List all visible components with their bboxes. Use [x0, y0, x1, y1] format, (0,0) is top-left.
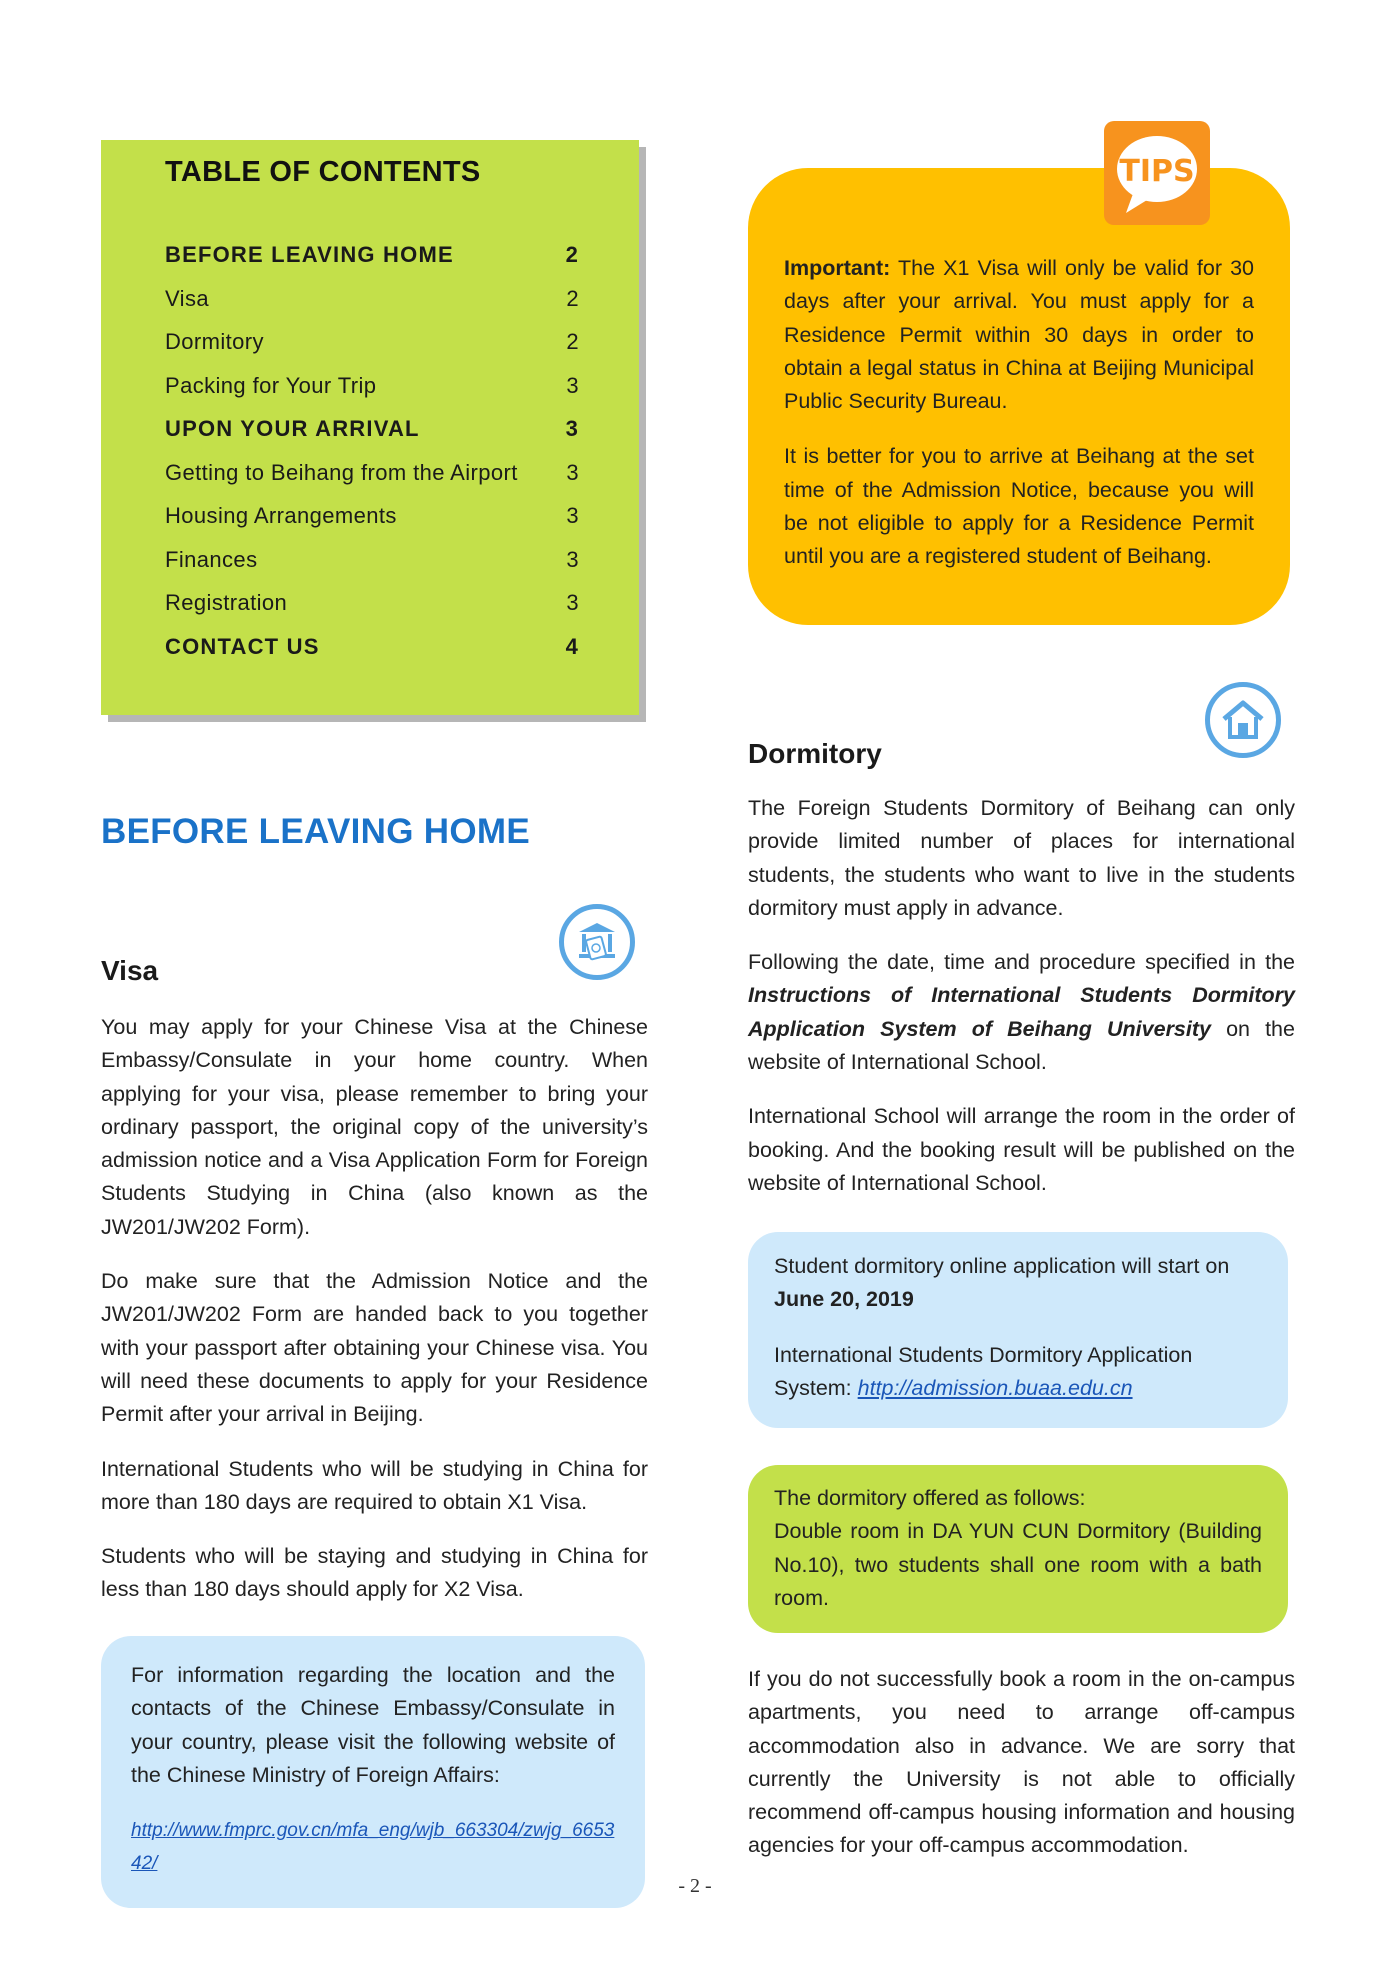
toc-item[interactable]: [165, 538, 579, 582]
admission-link[interactable]: http://admission.buaa.edu.cn: [857, 1375, 1133, 1400]
toc-item-page: 3: [565, 416, 579, 441]
toc-list: [165, 233, 579, 668]
tips-paragraph-1: [784, 252, 1254, 418]
visa-text: [101, 1011, 648, 1628]
fmprc-link[interactable]: http://www.fmprc.gov.cn/mfa_eng/wjb_663304/zwjg_665342/: [131, 1820, 615, 1875]
toc-item[interactable]: [165, 233, 579, 277]
embassy-icon: [559, 904, 635, 980]
application-start-date: June 20, 2019: [774, 1287, 914, 1312]
dormitory-paragraph-3: International School will arrange the room in the order of booking. And the booking result will be published on the website of International School.: [748, 1104, 1295, 1195]
page-number: - 2 -: [678, 1875, 712, 1897]
toc-item-page: 4: [565, 633, 579, 659]
visa-paragraph-2: Do make sure that the Admission Notice and the JW201/JW202 Form are handed back to you together with your passport after obtaining your Chinese visa. You will need these documents to apply for your Residence Permit after your arrival in Beijing.: [101, 1269, 648, 1427]
tips-box: [748, 168, 1290, 625]
toc-item-page: 2: [565, 242, 579, 267]
toc-item-label: Dormitory: [165, 329, 264, 354]
visa-paragraph-4: Students who will be staying and studying in China for less than 180 days should apply for X2 Visa.: [101, 1544, 648, 1602]
info-box-text: For information regarding the location and the contacts of the Chinese Embassy/Consulate in your country, please visit the following website of the Chinese Ministry of Foreign Affairs:: [131, 1663, 615, 1787]
important-label: Important:: [784, 256, 891, 280]
toc-item[interactable]: [165, 451, 579, 495]
toc-item[interactable]: [165, 625, 579, 669]
toc-item[interactable]: [165, 407, 579, 451]
toc-item-label: CONTACT US: [165, 633, 320, 659]
dormitory-application-box: [748, 1232, 1288, 1428]
offer-intro: The dormitory offered as follows:: [774, 1486, 1086, 1510]
application-system-label: International Students Dormitory Application System:: [774, 1342, 1193, 1400]
dormitory-p2-after: on the website of International School.: [748, 1016, 1295, 1075]
visa-paragraph-3: International Students who will be studying in China for more than 180 days are required to obtain X1 Visa.: [101, 1456, 648, 1514]
toc-item[interactable]: [165, 320, 579, 364]
toc-item-label: Getting to Beihang from the Airport: [165, 459, 518, 485]
toc-item-label: BEFORE LEAVING HOME: [165, 242, 454, 267]
dormitory-paragraph-4: If you do not successfully book a room in the on-campus apartments, you need to arrange off-campus accommodation also in advance. We are sorry that currently the University is not able to officially recommend off-campus housing information and housing agencies for your off-campus accommodation.: [748, 1667, 1295, 1858]
toc-item-label: UPON YOUR ARRIVAL: [165, 416, 420, 441]
visa-heading: Visa: [101, 955, 159, 986]
dormitory-offer-box: [748, 1465, 1288, 1633]
tips-text-1: The X1 Visa will only be valid for 30 days after your arrival. You must apply for a Residence Permit within 30 days in order to obtain a legal status in China at Beijing Municipal Public Security Bureau.: [784, 256, 1254, 414]
tips-icon: [1104, 121, 1210, 225]
section-title-before-leaving-home: BEFORE LEAVING HOME: [101, 812, 530, 851]
visa-paragraph-1: You may apply for your Chinese Visa at the Chinese Embassy/Consulate in your home country. When applying for your visa, please remember to bring your ordinary passport, the original copy of the university’s admission notice and a Visa Application Form for Foreign Students Studying in China (also known as the JW201/JW202 Form).: [101, 1015, 648, 1239]
toc-item[interactable]: [165, 364, 579, 408]
toc-item-label: Visa: [165, 285, 209, 311]
tips-badge-text: TIPS: [1119, 154, 1195, 189]
toc-item-page: 2: [566, 285, 579, 311]
dormitory-paragraph-1: The Foreign Students Dormitory of Beihang can only provide limited number of places for international students, the students who want to live in the students dormitory must apply in advance.: [748, 796, 1295, 920]
toc-item[interactable]: [165, 494, 579, 538]
application-start-text: Student dormitory online application will start on: [774, 1254, 1230, 1278]
toc-item-label: Housing Arrangements: [165, 503, 397, 528]
dormitory-p2-before: Following the date, time and procedure specified in the: [748, 950, 1295, 975]
dormitory-paragraph-2: [748, 946, 1295, 1079]
dormitory-heading: Dormitory: [748, 738, 882, 769]
toc-item-page: 3: [566, 459, 579, 485]
toc-item-label: Finances: [165, 546, 258, 572]
table-of-contents: [101, 140, 639, 715]
toc-item-page: 3: [566, 372, 579, 398]
toc-item-label: Registration: [165, 590, 288, 615]
toc-item-page: 3: [566, 546, 579, 572]
toc-item-page: 2: [566, 329, 579, 354]
offer-details: Double room in DA YUN CUN Dormitory (Building No.10), two students shall one room with a bath room.: [774, 1519, 1262, 1610]
toc-item-page: 3: [566, 503, 579, 528]
house-icon: [1205, 682, 1281, 758]
dormitory-text: [748, 792, 1295, 1221]
instructions-title: Instructions of International Students Dormitory Application System of Beihang University: [748, 983, 1295, 1041]
toc-item[interactable]: [165, 581, 579, 625]
foreign-affairs-info-box: [101, 1636, 645, 1908]
toc-item-label: Packing for Your Trip: [165, 372, 377, 398]
toc-item-page: 3: [566, 590, 579, 615]
toc-item[interactable]: [165, 277, 579, 321]
tips-paragraph-2: It is better for you to arrive at Beihang at the set time of the Admission Notice, because you will be not eligible to apply for a Residence Permit until you are a registered student of Beihang.: [784, 444, 1254, 569]
toc-title: TABLE OF CONTENTS: [165, 156, 481, 188]
application-system-text: [774, 1339, 1262, 1406]
